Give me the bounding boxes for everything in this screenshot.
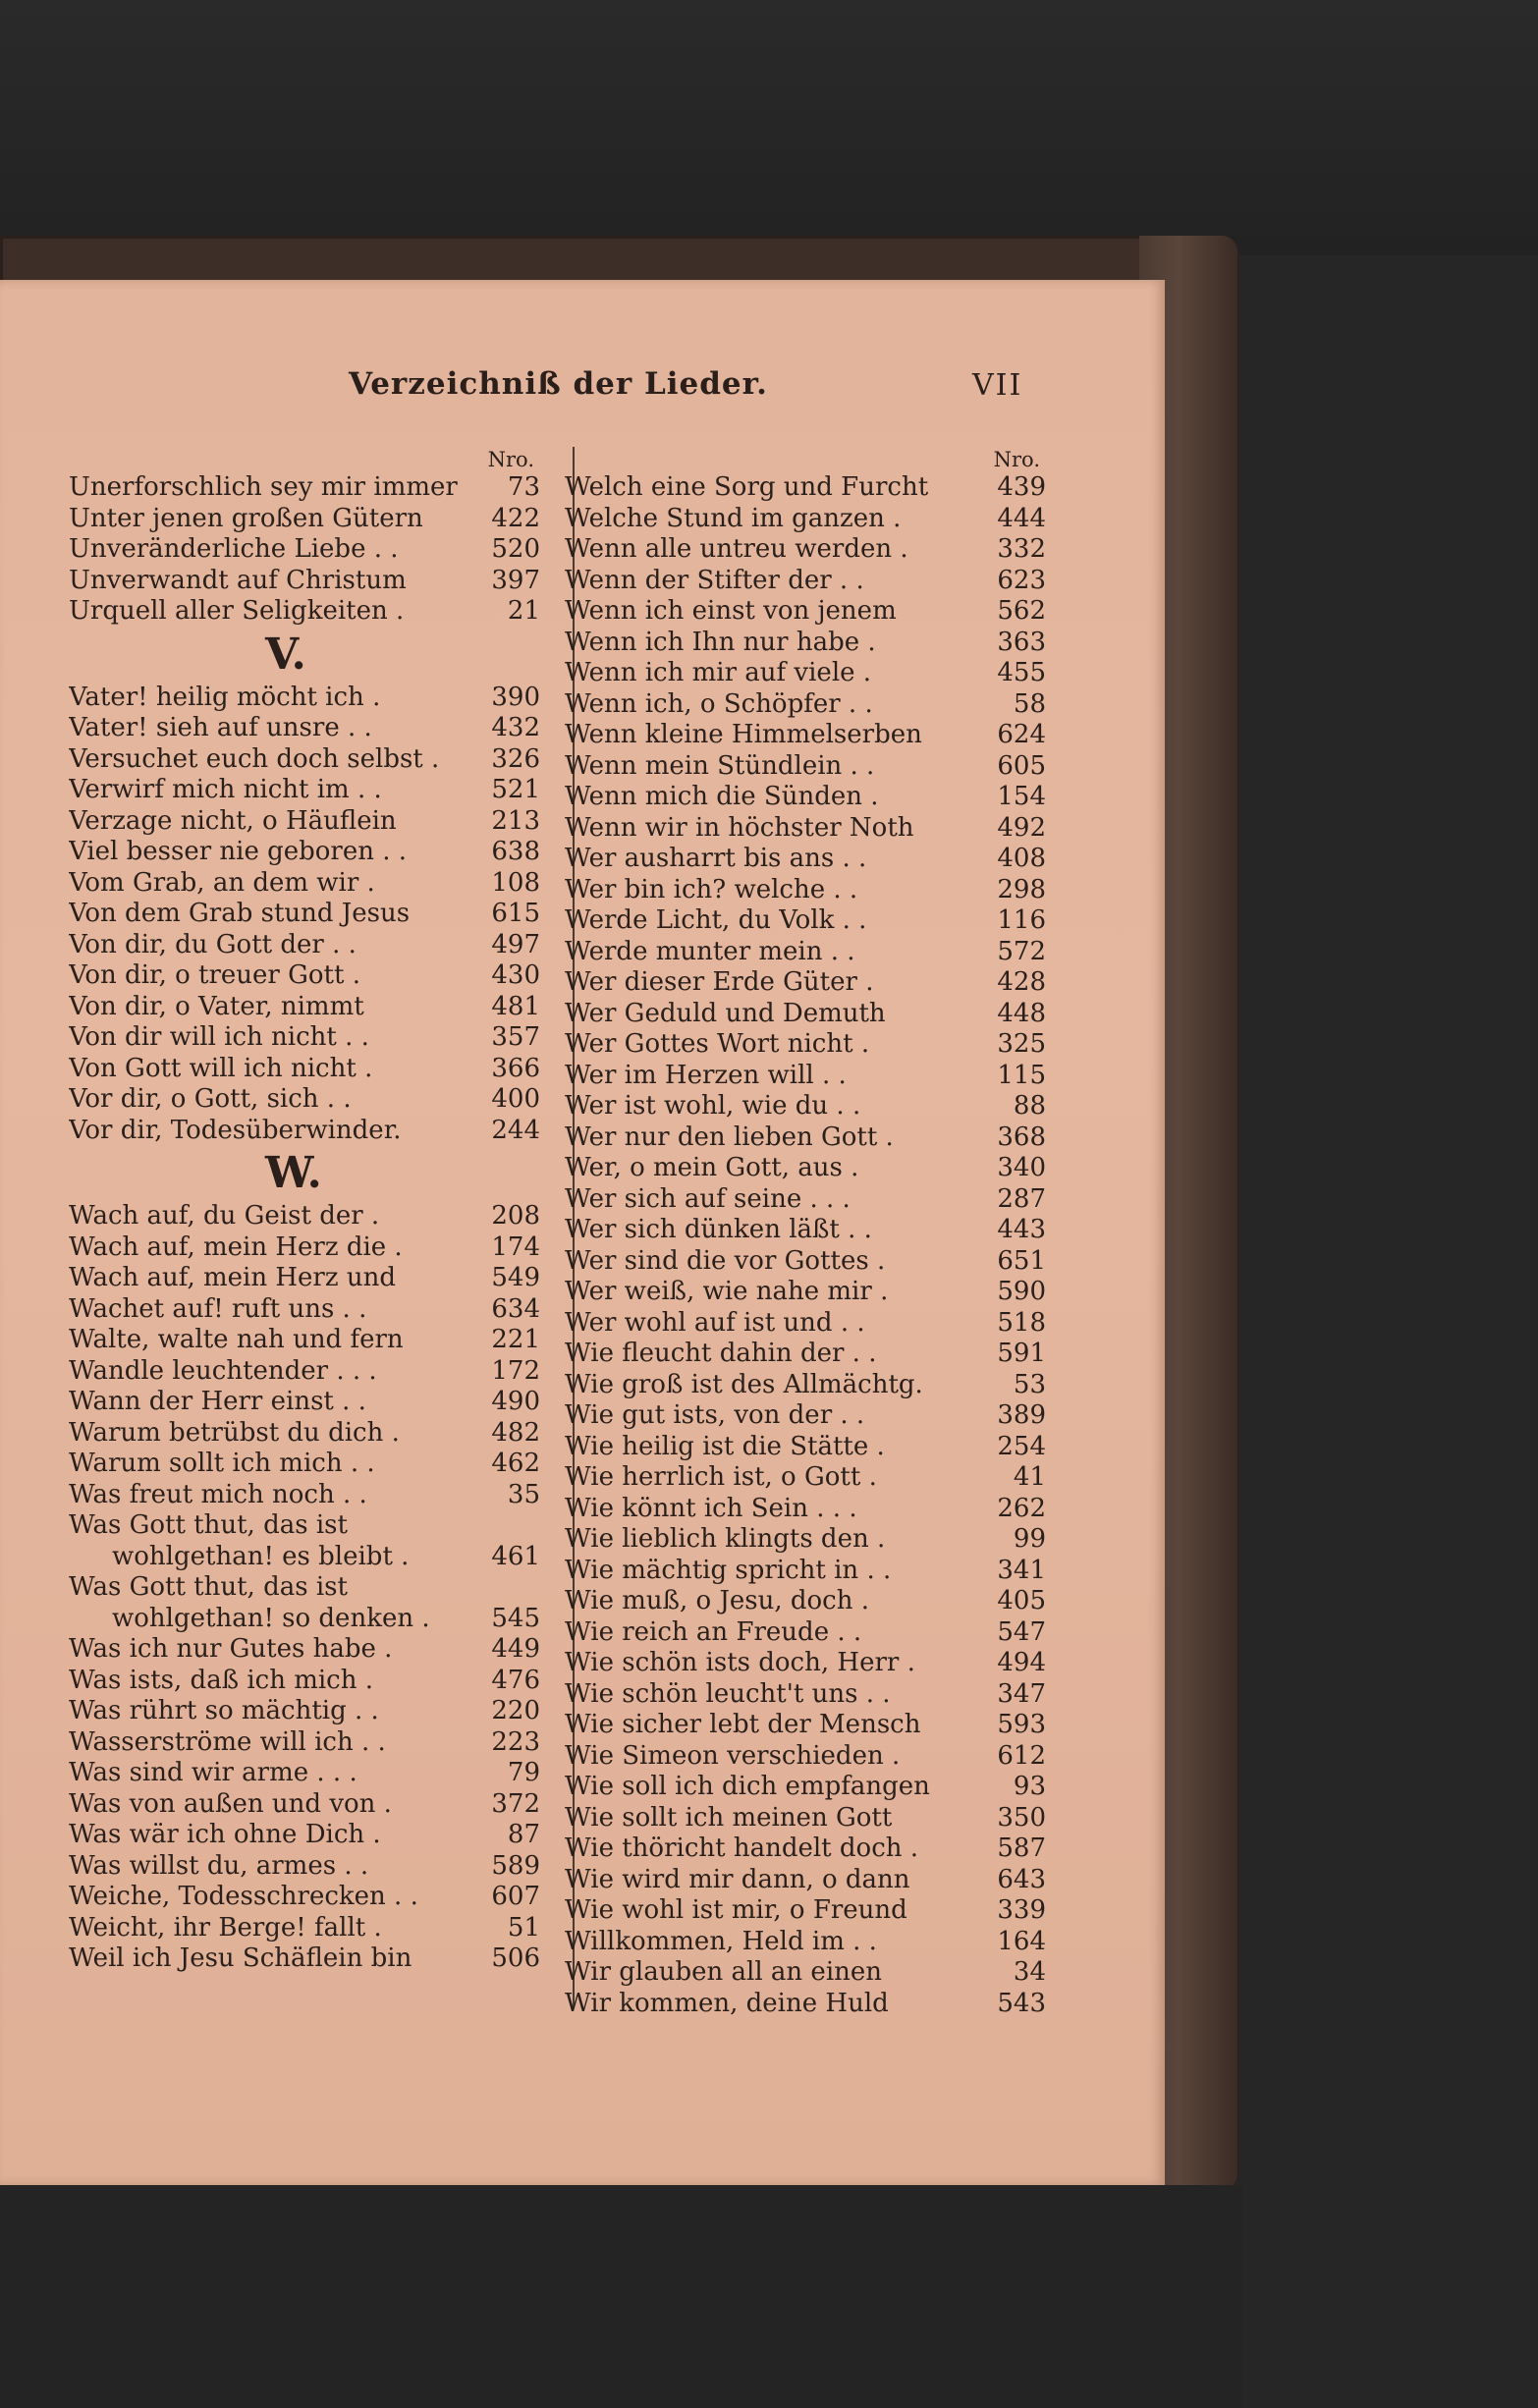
group-w [69, 1201, 540, 1975]
entry-number: 99 [1013, 1524, 1046, 1554]
entry-title: Was willst du, armes . . [69, 1850, 369, 1881]
entry-title: Wenn ich Ihn nur habe . [565, 627, 876, 657]
entry-number: 405 [997, 1586, 1046, 1615]
entry-title: Wenn alle untreu werden . [565, 534, 908, 564]
entry-title: Wer Gottes Wort nicht . [565, 1029, 870, 1059]
index-entry [69, 1084, 540, 1116]
entry-number: 221 [491, 1325, 540, 1354]
index-entry [565, 658, 1046, 689]
entry-title: Walte, walte nah und fern [69, 1325, 404, 1354]
index-entry [69, 1604, 540, 1635]
index-entry [565, 875, 1046, 906]
index-entry [69, 992, 540, 1023]
entry-title: Was freut mich noch . . [69, 1479, 367, 1509]
entry-number: 347 [997, 1678, 1046, 1709]
index-entry [565, 1308, 1046, 1340]
entry-number: 73 [507, 472, 540, 502]
entry-number: 492 [997, 812, 1046, 843]
entry-title: Wach auf, du Geist der . [69, 1201, 380, 1231]
index-entry [69, 1727, 540, 1759]
index-entry [565, 628, 1046, 659]
index-entry [565, 1679, 1046, 1711]
index-entry [565, 1865, 1046, 1896]
entry-number: 545 [491, 1603, 540, 1633]
index-entry [565, 1370, 1046, 1401]
entry-number: 389 [997, 1400, 1046, 1430]
index-entry [565, 1989, 1046, 2020]
entry-number: 79 [507, 1758, 540, 1787]
nro-label-left: Nro. [487, 448, 534, 471]
entry-title: Wie mächtig spricht in . . [565, 1555, 892, 1585]
entry-number: 443 [997, 1215, 1046, 1244]
entry-number: 262 [997, 1493, 1046, 1523]
entry-number: 572 [997, 936, 1046, 966]
entry-title: Wer sind die vor Gottes . [565, 1245, 886, 1276]
entry-title: Wasserströme will ich . . [69, 1726, 386, 1757]
index-entry [69, 744, 540, 776]
entry-number: 482 [491, 1417, 540, 1448]
entry-number: 476 [491, 1665, 540, 1695]
entry-title: Vor dir, o Gott, sich . . [69, 1084, 352, 1114]
index-entry [69, 596, 540, 628]
index-entry [69, 1851, 540, 1883]
index-entry [565, 1556, 1046, 1587]
entry-number: 615 [491, 899, 540, 928]
index-entry [565, 504, 1046, 535]
entry-number: 432 [491, 713, 540, 742]
entry-number: 624 [997, 720, 1046, 749]
index-entry [69, 1789, 540, 1821]
index-entry [69, 1480, 540, 1511]
index-entry [69, 1054, 540, 1085]
index-entry [69, 930, 540, 961]
index-entry [69, 534, 540, 566]
entry-number: 439 [997, 472, 1046, 502]
index-entry [565, 1184, 1046, 1216]
index-entry [565, 1246, 1046, 1278]
index-entry [565, 1215, 1046, 1246]
index-entry [69, 1634, 540, 1666]
entry-title: Wie könnt ich Sein . . . [565, 1493, 857, 1523]
entry-title: Viel besser nie geboren . . [69, 837, 408, 866]
page-header [0, 366, 1165, 415]
index-entry [69, 1758, 540, 1789]
group-right [565, 472, 1046, 2019]
entry-number: 51 [507, 1912, 540, 1943]
index-entry [565, 1833, 1046, 1865]
entry-number: 547 [997, 1616, 1046, 1647]
entry-number: 590 [997, 1277, 1046, 1306]
entry-title: Wie heilig ist die Stätte . [565, 1431, 885, 1461]
index-entry [565, 1895, 1046, 1927]
entry-number: 634 [491, 1293, 540, 1324]
index-entry [69, 775, 540, 806]
index-entry [565, 905, 1046, 937]
entry-title: Wie schön ists doch, Herr . [565, 1648, 915, 1677]
index-entry [69, 1294, 540, 1326]
entry-title: Weiche, Todesschrecken . . [69, 1882, 418, 1911]
entry-number: 244 [491, 1115, 540, 1145]
index-entry [69, 1510, 540, 1542]
entry-number: 518 [997, 1307, 1046, 1338]
index-entry [565, 782, 1046, 813]
entry-number: 593 [997, 1710, 1046, 1739]
entry-number: 397 [491, 565, 540, 595]
index-entry [69, 1572, 540, 1604]
entry-number: 372 [491, 1788, 540, 1819]
entry-number: 340 [997, 1153, 1046, 1182]
index-entry [69, 1666, 540, 1697]
index-entry [69, 1232, 540, 1264]
entry-number: 444 [997, 503, 1046, 533]
entry-number: 87 [507, 1820, 540, 1849]
entry-title: Wie soll ich dich empfangen [565, 1772, 930, 1801]
entry-title: Willkommen, Held im . . [565, 1926, 877, 1956]
entry-number: 287 [997, 1183, 1046, 1214]
entry-number: 481 [491, 991, 540, 1021]
entry-title: wohlgethan! so denken . [112, 1603, 430, 1633]
entry-number: 34 [1013, 1957, 1046, 1987]
index-entry [69, 1325, 540, 1356]
entry-title: Wer sich dünken läßt . . [565, 1215, 872, 1244]
index-entry [565, 1772, 1046, 1803]
entry-number: 448 [997, 998, 1046, 1028]
entry-title: Wer bin ich? welche . . [565, 874, 858, 904]
index-entry [69, 1696, 540, 1727]
entry-title: Wie herrlich ist, o Gott . [565, 1462, 877, 1492]
entry-title: Weicht, ihr Berge! fallt . [69, 1912, 382, 1943]
entry-title: Verzage nicht, o Häuflein [69, 805, 397, 836]
entry-title: Unter jenen großen Gütern [69, 503, 423, 533]
entry-number: 339 [997, 1895, 1046, 1925]
entry-number: 325 [997, 1029, 1046, 1059]
entry-number: 58 [1013, 688, 1046, 719]
entry-number: 400 [491, 1084, 540, 1114]
entry-number: 587 [997, 1833, 1046, 1863]
left-column [69, 447, 540, 1975]
nro-label-right: Nro. [993, 448, 1040, 471]
index-entry [69, 1882, 540, 1913]
entry-title: Wach auf, mein Herz die . [69, 1231, 403, 1262]
entry-number: 494 [997, 1648, 1046, 1677]
index-entry [69, 1542, 540, 1573]
entry-title: Wie gut ists, von der . . [565, 1400, 865, 1430]
index-entry [69, 504, 540, 535]
index-entry [69, 837, 540, 868]
index-entry [69, 472, 540, 504]
entry-number: 115 [997, 1060, 1046, 1090]
index-entry [69, 1943, 540, 1975]
entry-number: 455 [997, 658, 1046, 687]
entry-title: Wir glauben all an einen [565, 1957, 883, 1987]
entry-number: 174 [491, 1231, 540, 1262]
index-entry [69, 1418, 540, 1450]
index-entry [69, 1263, 540, 1294]
index-entry [565, 1029, 1046, 1061]
index-entry [565, 967, 1046, 999]
entry-title: Was Gott thut, das ist [69, 1510, 348, 1540]
index-entry [565, 1586, 1046, 1617]
entry-number: 341 [997, 1555, 1046, 1585]
entry-title: Werde munter mein . . [565, 936, 855, 966]
entry-number: 449 [491, 1634, 540, 1664]
page-number: VII [972, 368, 1023, 403]
entry-number: 326 [491, 743, 540, 774]
index-entry [69, 1116, 540, 1147]
index-entry [69, 683, 540, 714]
entry-title: Wenn mich die Sünden . [565, 782, 879, 811]
entry-number: 520 [491, 534, 540, 564]
index-entry [565, 566, 1046, 597]
entry-number: 430 [491, 960, 540, 990]
entry-number: 506 [491, 1943, 540, 1973]
entry-title: Von dir will ich nicht . . [69, 1022, 369, 1052]
index-entry [565, 1432, 1046, 1463]
index-entry [565, 1927, 1046, 1958]
entry-title: Was sind wir arme . . . [69, 1758, 357, 1787]
entry-number: 53 [1013, 1369, 1046, 1399]
entry-title: Warum betrübst du dich . [69, 1417, 400, 1448]
index-entry [69, 1201, 540, 1232]
entry-title: Wie fleucht dahin der . . [565, 1339, 877, 1368]
index-entry [565, 1741, 1046, 1773]
entry-title: Wer ausharrt bis ans . . [565, 844, 867, 873]
group-u [69, 472, 540, 628]
entry-number: 350 [997, 1802, 1046, 1833]
entry-number: 422 [491, 503, 540, 533]
index-entry [565, 689, 1046, 721]
entry-number: 213 [491, 805, 540, 836]
entry-number: 298 [997, 874, 1046, 904]
entry-number: 390 [491, 682, 540, 712]
right-column [565, 447, 1046, 2019]
entry-number: 408 [997, 844, 1046, 873]
entry-title: Wir kommen, deine Huld [565, 1988, 889, 2018]
entry-title: Wenn mein Stündlein . . [565, 750, 875, 781]
index-entry [565, 1957, 1046, 1989]
entry-number: 521 [491, 775, 540, 804]
index-entry [565, 1339, 1046, 1370]
entry-title: Verwirf mich nicht im . . [69, 775, 382, 804]
entry-number: 490 [491, 1387, 540, 1416]
group-v [69, 683, 540, 1147]
entry-number: 461 [491, 1541, 540, 1571]
index-entry [565, 1153, 1046, 1184]
entry-number: 589 [491, 1850, 540, 1881]
entry-title: Unverwandt auf Christum [69, 565, 407, 595]
entry-title: Wann der Herr einst . . [69, 1387, 366, 1416]
index-entry [69, 1356, 540, 1388]
entry-title: Wer dieser Erde Güter . [565, 967, 874, 997]
entry-title: Urquell aller Seligkeiten . [69, 596, 405, 626]
index-entry [565, 937, 1046, 968]
entry-title: Was ists, daß ich mich . [69, 1665, 374, 1695]
entry-number: 605 [997, 750, 1046, 781]
index-entry [565, 1803, 1046, 1834]
entry-number: 332 [997, 534, 1046, 564]
entry-title: Wer ist wohl, wie du . . [565, 1091, 861, 1121]
index-entry [565, 720, 1046, 751]
entry-title: Was ich nur Gutes habe . [69, 1634, 393, 1664]
entry-number: 543 [997, 1988, 1046, 2018]
entry-title: Wach auf, mein Herz und [69, 1263, 396, 1292]
background-top [0, 0, 1538, 255]
index-entry [565, 1494, 1046, 1525]
index-entry [565, 1710, 1046, 1741]
index-entry [69, 566, 540, 597]
entry-number: 116 [997, 905, 1046, 935]
index-entry [69, 713, 540, 744]
entry-number: 368 [997, 1122, 1046, 1152]
index-entry [565, 1617, 1046, 1649]
entry-number: 172 [491, 1355, 540, 1386]
index-entry [69, 806, 540, 838]
entry-number: 607 [491, 1882, 540, 1911]
entry-title: Wie sollt ich meinen Gott [565, 1802, 893, 1833]
index-entry [565, 534, 1046, 566]
entry-title: Wenn ich, o Schöpfer . . [565, 688, 873, 719]
index-entry [565, 1524, 1046, 1556]
index-entry [69, 1022, 540, 1054]
index-entry [565, 1277, 1046, 1308]
entry-title: Versuchet euch doch selbst . [69, 743, 440, 774]
index-entry [565, 1400, 1046, 1432]
entry-title: Wandle leuchtender . . . [69, 1355, 377, 1386]
entry-title: Von dem Grab stund Jesus [69, 899, 411, 928]
entry-number: 357 [491, 1022, 540, 1052]
entry-number: 549 [491, 1263, 540, 1292]
entry-title: Wenn wir in höchster Noth [565, 812, 914, 843]
entry-number: 612 [997, 1740, 1046, 1771]
book-page [0, 280, 1165, 2185]
entry-title: Vater! heilig möcht ich . [69, 682, 381, 712]
entry-number: 220 [491, 1696, 540, 1725]
entry-title: Was von außen und von . [69, 1788, 392, 1819]
entry-number: 591 [997, 1339, 1046, 1368]
entry-number: 462 [491, 1449, 540, 1478]
index-entry [69, 1820, 540, 1851]
entry-number: 208 [491, 1201, 540, 1231]
entry-title: Wie groß ist des Allmächtg. [565, 1369, 923, 1399]
entry-title: Wie muß, o Jesu, doch . [565, 1586, 870, 1615]
entry-number: 643 [997, 1864, 1046, 1894]
index-entry [69, 899, 540, 930]
section-letter-w: W. [265, 1148, 322, 1198]
entry-title: Wenn ich einst von jenem [565, 596, 897, 626]
entry-number: 497 [491, 929, 540, 959]
entry-title: Wie wird mir dann, o dann [565, 1864, 910, 1894]
entry-number: 88 [1013, 1091, 1046, 1121]
index-entry [69, 1449, 540, 1480]
entry-title: Unveränderliche Liebe . . [69, 534, 399, 564]
entry-title: Was Gott thut, das ist [69, 1572, 348, 1602]
entry-title: wohlgethan! es bleibt . [112, 1541, 410, 1571]
entry-title: Wie lieblich klingts den . [565, 1524, 886, 1554]
entry-number: 623 [997, 565, 1046, 595]
entry-title: Von dir, o treuer Gott . [69, 960, 360, 990]
entry-number: 363 [997, 627, 1046, 657]
entry-title: Von dir, du Gott der . . [69, 929, 357, 959]
entry-title: Wer wohl auf ist und . . [565, 1307, 865, 1338]
entry-title: Welch eine Sorg und Furcht [565, 472, 929, 502]
index-entry [565, 1122, 1046, 1154]
entry-title: Was rührt so mächtig . . [69, 1696, 379, 1725]
index-entry [565, 751, 1046, 783]
entry-title: Vater! sieh auf unsre . . [69, 713, 372, 742]
index-entry [69, 1387, 540, 1418]
entry-number: 41 [1013, 1462, 1046, 1492]
entry-title: Unerforschlich sey mir immer [69, 472, 458, 502]
entry-title: Wie sicher lebt der Mensch [565, 1710, 921, 1739]
index-entry [565, 813, 1046, 845]
entry-title: Wenn der Stifter der . . [565, 565, 864, 595]
entry-title: Wachet auf! ruft uns . . [69, 1293, 367, 1324]
entry-title: Wie Simeon verschieden . [565, 1740, 901, 1771]
entry-title: Wer Geduld und Demuth [565, 998, 886, 1028]
index-entry [565, 1061, 1046, 1092]
entry-title: Wenn kleine Himmelserben [565, 720, 922, 749]
entry-title: Von Gott will ich nicht . [69, 1053, 373, 1083]
entry-title: Weil ich Jesu Schäflein bin [69, 1943, 412, 1973]
entry-title: Wenn ich mir auf viele . [565, 658, 872, 687]
entry-number: 154 [997, 782, 1046, 811]
entry-number: 35 [507, 1479, 540, 1509]
entry-number: 93 [1013, 1772, 1046, 1801]
entry-title: Von dir, o Vater, nimmt [69, 991, 364, 1021]
index-entry [69, 960, 540, 992]
index-entry [69, 1913, 540, 1944]
index-entry [565, 1648, 1046, 1679]
entry-title: Was wär ich ohne Dich . [69, 1820, 381, 1849]
page-title: Verzeichniß der Lieder. [349, 366, 768, 402]
index-entry [565, 596, 1046, 628]
entry-title: Werde Licht, du Volk . . [565, 905, 867, 935]
entry-title: Wie schön leucht't uns . . [565, 1678, 891, 1709]
entry-number: 223 [491, 1726, 540, 1757]
entry-title: Welche Stund im ganzen . [565, 503, 902, 533]
entry-number: 108 [491, 867, 540, 898]
entry-number: 254 [997, 1431, 1046, 1461]
entry-number: 638 [491, 837, 540, 866]
entry-number: 164 [997, 1926, 1046, 1956]
index-entry [565, 999, 1046, 1030]
entry-number: 21 [507, 596, 540, 626]
index-entry [565, 844, 1046, 875]
index-entry [565, 1091, 1046, 1122]
index-entry [565, 1462, 1046, 1494]
entry-title: Wer, o mein Gott, aus . [565, 1153, 859, 1182]
entry-title: Wie thöricht handelt doch . [565, 1833, 919, 1863]
entry-title: Wie wohl ist mir, o Freund [565, 1895, 907, 1925]
entry-title: Vor dir, Todesüberwinder. [69, 1115, 402, 1145]
entry-title: Wie reich an Freude . . [565, 1616, 862, 1647]
entry-title: Vom Grab, an dem wir . [69, 867, 375, 898]
entry-title: Wer weiß, wie nahe mir . [565, 1277, 889, 1306]
entry-number: 428 [997, 967, 1046, 997]
entry-title: Wer sich auf seine . . . [565, 1183, 851, 1214]
entry-title: Wer im Herzen will . . [565, 1060, 847, 1090]
section-letter-v: V. [265, 629, 306, 680]
index-entry [565, 472, 1046, 504]
index-entry [69, 868, 540, 900]
entry-title: Wer nur den lieben Gott . [565, 1122, 894, 1152]
entry-title: Warum sollt ich mich . . [69, 1449, 375, 1478]
entry-number: 366 [491, 1053, 540, 1083]
background-bottom [0, 2185, 1243, 2408]
entry-number: 562 [997, 596, 1046, 626]
entry-number: 651 [997, 1245, 1046, 1276]
